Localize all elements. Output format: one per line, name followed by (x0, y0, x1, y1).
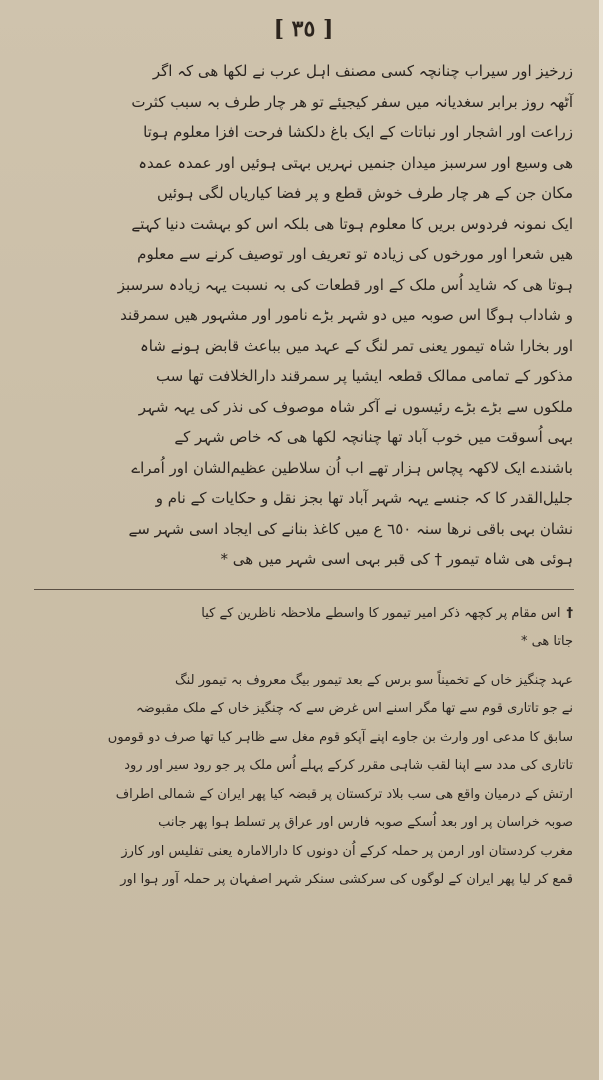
text-line: آٹھہ روز برابر سغدیانہ میں سفر کیجیئے تو ھر چار طرف بہ سبب کثرت (131, 92, 573, 111)
footnote-heading-line: جاتا ھی * (520, 634, 573, 649)
text-line: ہوئی ھی شاہ تیمور † کی قبر بہی اسی شہر میں ھی * (220, 550, 573, 568)
footnote-divider (34, 589, 574, 590)
text-line: ایک نمونہ فردوس بریں کا معلوم ہوتا ھی بلکہ اس کو بہشت دنیا کہتے (131, 214, 573, 233)
text-line: ھیں شعرا اور مورخوں کی زیادہ تو تعریف اور توصیف کرنے سے معلوم (137, 245, 573, 263)
text-line: مذکور کے تمامی ممالک قطعہ ایشیا پر سمرقند دارالخلافت تھا سب (155, 367, 573, 385)
text-line: مکان جن کے ھر چار طرف خوش قطع و پر فضا کیاریاں لگی ہوئیں (156, 184, 573, 202)
footnote-line: تاتاری کی مدد سے اپنا لقب شاہی مقرر کرکے پہلے اُس ملک پر جو رود سیر اور رود (124, 758, 573, 773)
text-line: زراعت اور اشجار اور نباتات کے ایک باغ دلکشا فرحت افزا معلوم ہوتا (143, 123, 573, 141)
footnote-marker: † (566, 605, 573, 621)
footnote-line: نے جو تاتاری قوم سے تھا مگر اسنے اس غرض سے کہ چنگیز خاں کے ملک مقبوضہ (136, 701, 573, 716)
footnote-line: عہد چنگیز خاں کے تخمیناً سو برس کے بعد تیمور بیگ معروف بہ تیمور لنگ (175, 672, 573, 688)
text-line: بہی اُسوقت میں خوب آباد تھا چنانچہ لکھا ھی کہ خاص شہر کے (174, 428, 573, 446)
footnote-line: صوبہ خراسان پر اور بعد اُسکے صوبہ فارس اور عراق پر تسلط ہوا پھر جانب (158, 815, 573, 830)
footnote-line: ارتش کے درمیان واقع ھی سب بلاد ترکستان پر قبضہ کیا پھر ایران کے شمالی اطراف (115, 786, 573, 802)
text-line: باشندے ایک لاکھہ پچاس ہزار تھے اب اُن سلاطین عظیم‌الشان اور اُمراے (131, 458, 573, 477)
page-number: [ ٣٥ ] (273, 16, 334, 42)
footnote-heading-line: †اس مقام پر کچھہ ذکر امیر تیمور کا واسطے ملاحظہ ناظرین کے کیا (201, 605, 573, 621)
text-line: ھی وسیع اور سرسبز میدان جنمیں نہریں بہتی ہوئیں اور عمدہ عمدہ (138, 153, 573, 172)
main-text-block (34, 56, 573, 575)
text-line: اور بخارا شاہ تیمور یعنی تمر لنگ کے عہد میں بباعث قابض ہونے شاہ (139, 336, 573, 355)
text-line: ملکوں سے بڑے بڑے رئیسوں نے آکر شاہ موصوف کی نذر کی یہہ شہر (138, 397, 573, 416)
footnote-line: مغرب کردستان اور ارمن پر حملہ کرکے اُن دونوں کا دارالامارہ یعنی تفلیس اور کارز (121, 843, 573, 859)
text-line: و شاداب ہوگا اس صوبہ میں دو شہر بڑے نامور اور مشہور ھیں سمرقند (120, 306, 573, 324)
footnote-line: قمع کر لیا پھر ایران کے لوگوں کی سرکشی سنکر شہر اصفہان پر حملہ آور ہوا اور (120, 872, 573, 887)
footnote-line: سابق کا مدعی اور وارث بن جاوے اپنے آپکو قوم مغل سے ظاہر کیا تھا صرف دو قوموں (107, 729, 573, 745)
text-line: ہوتا ھی کہ شاید اُس ملک کے اور قطعات کی بہ نسبت یہہ زیادہ سرسبز (117, 275, 573, 294)
page-edge (599, 0, 603, 1080)
text-line: نشان بہی باقی نرھا سنہ ٦٥٠ ع میں کاغذ بنانے کی ایجاد اسی شہر سے (128, 519, 573, 538)
text-line: جلیل‌القدر کا کہ جنسے یہہ شہر آباد تھا بجز نقل و حکایات کے نام و (155, 489, 573, 507)
text-line: زرخیز اور سیراب چنانچہ کسی مصنف اہل عرب نے لکھا ھی کہ اگر (152, 62, 573, 80)
footnote-block (34, 600, 573, 895)
